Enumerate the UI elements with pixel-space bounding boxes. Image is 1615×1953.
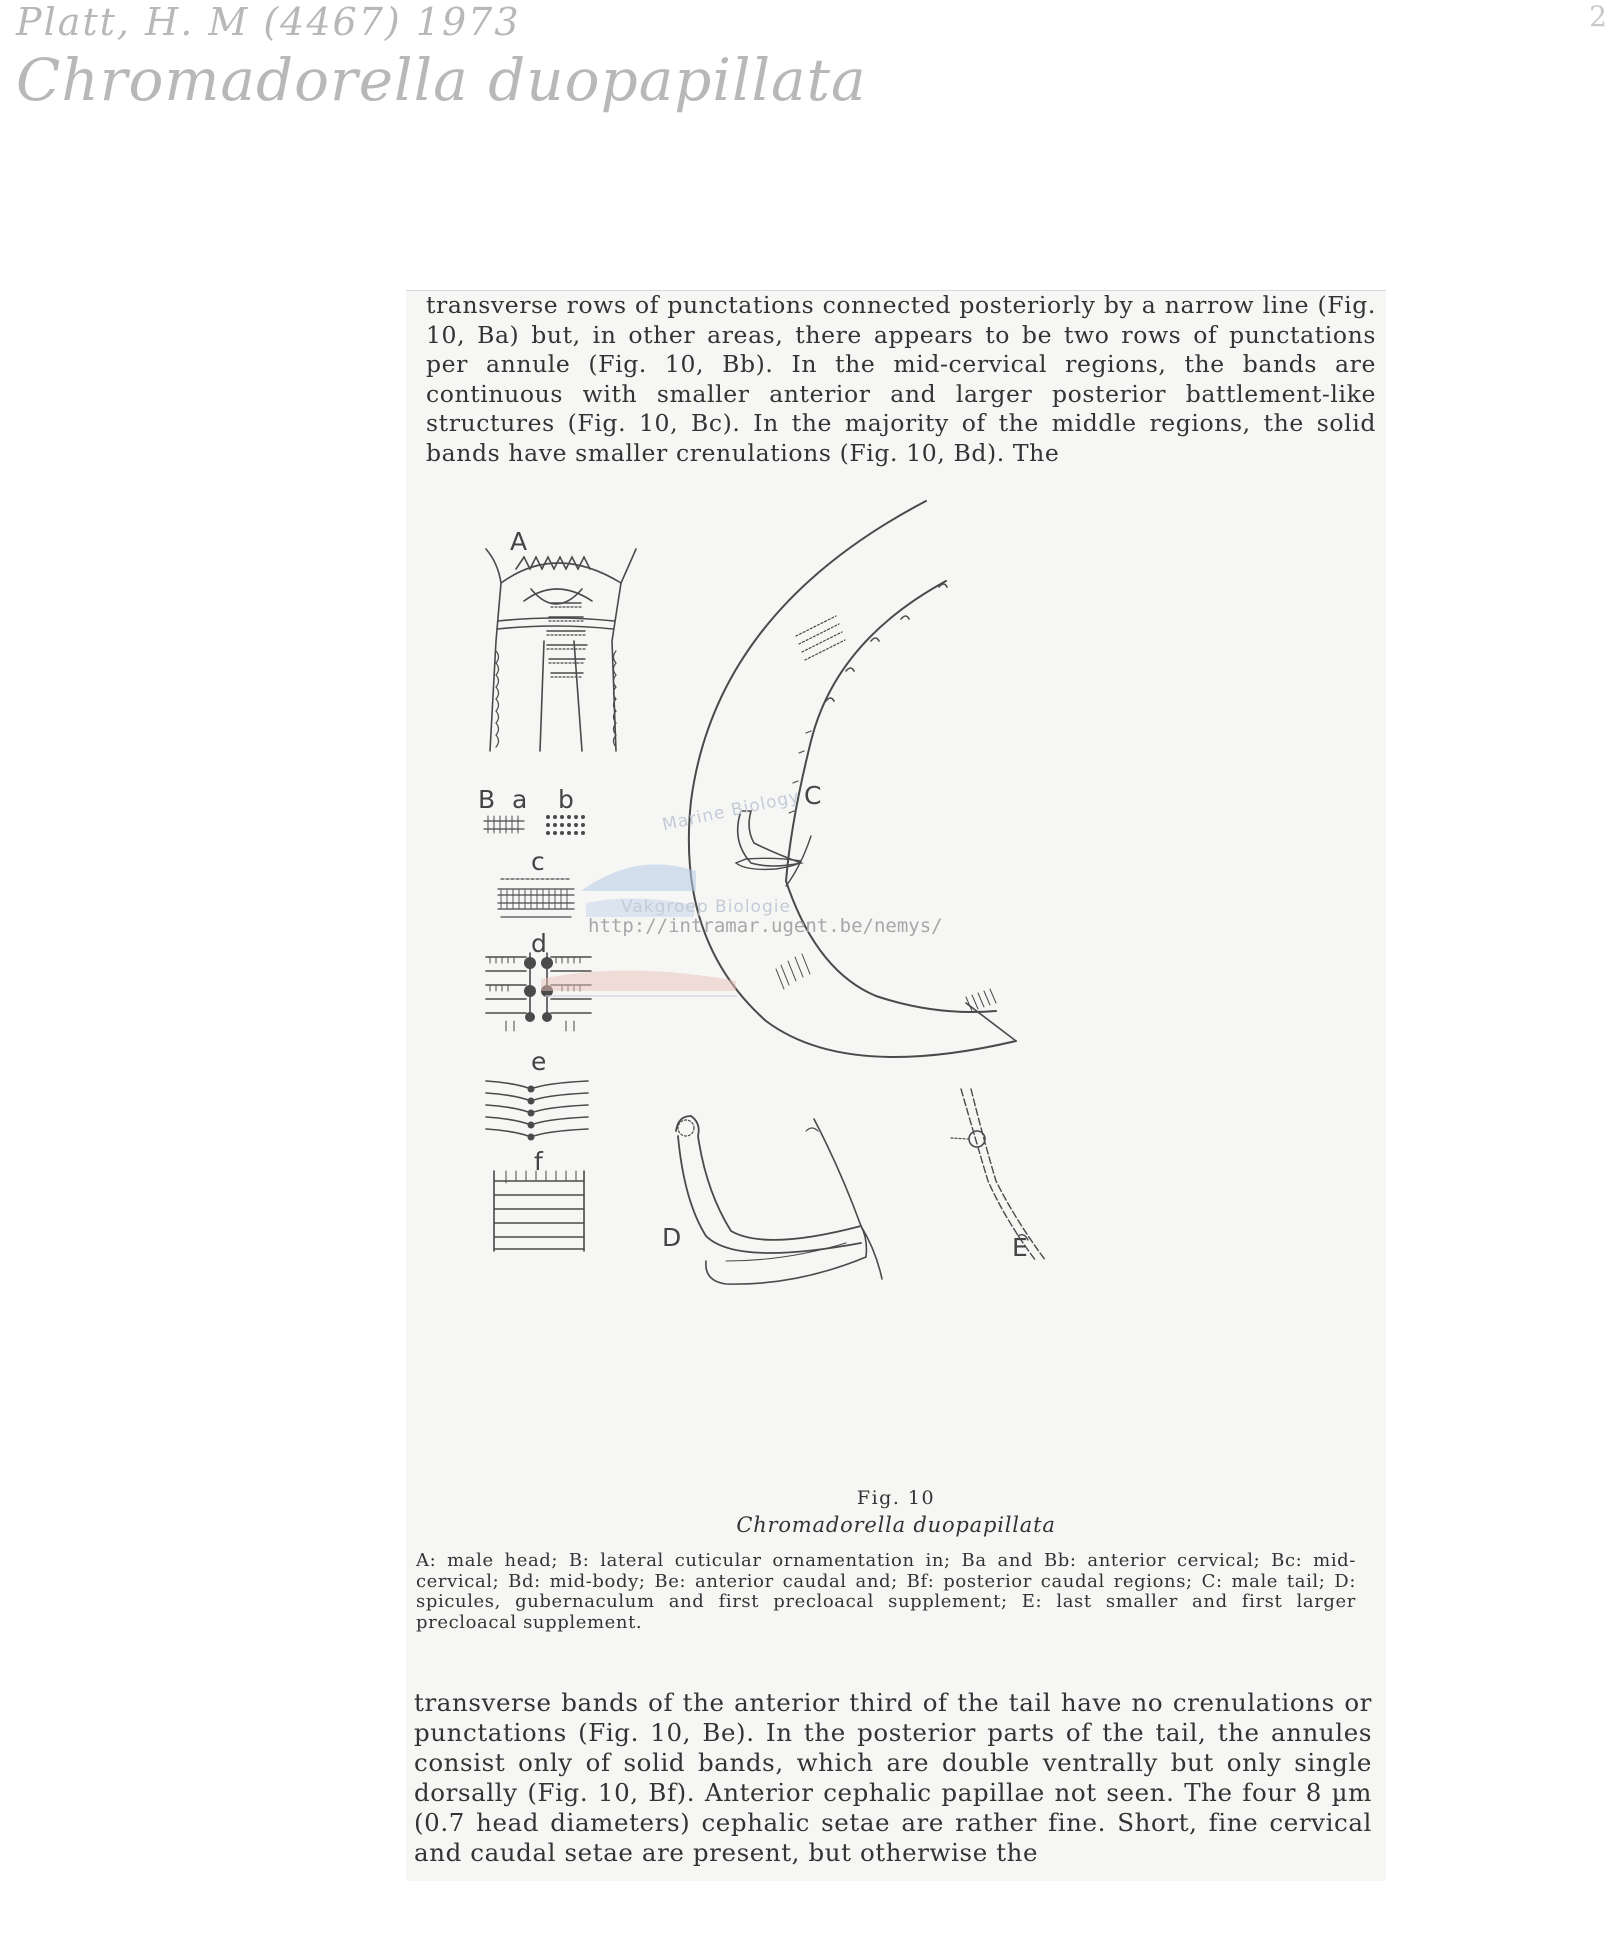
handwritten-citation: Platt, H. M (4467) 1973 [16,0,521,44]
label-bf: f [534,1147,543,1176]
label-a-head: A [510,527,528,556]
drawing-bf-posterior-caudal [494,1171,584,1251]
watermark-logo-top-text: Marine Biology [660,786,802,836]
corner-page-mark: 2 [1589,0,1607,33]
body-paragraph-top: transverse rows of punctations connected posteriorly by a narrow line (Fig. 10, Ba) but, in other areas, there appears to be two rows of punctations per annule (Fig. 10, Bb). In the mid-cervical regions, the bands are continuous with smaller anterior and larger posterior battlement-like structures (Fig. 10, Bc). In the majority of the middle regions, the solid bands have smaller crenulations (Fig. 10, Bd). The [426,291,1376,467]
drawing-e-supplements [951,1089,1046,1261]
watermark-url: http://intramar.ugent.be/nemys/ [588,915,943,937]
label-bb: b [558,785,574,814]
drawing-c-male-tail [689,501,1016,1057]
label-be: e [531,1047,547,1076]
label-bc: c [531,847,545,876]
figure-10 [406,491,1386,1491]
drawing-d-spicules [676,1116,882,1284]
figure-drawing [406,491,1386,1491]
body-paragraph-bottom: transverse bands of the anterior third of the tail have no crenulations or punctations (Fig. 10, Be). In the posterior parts of the tail, the annules consist only of solid bands, which are double ventrally but only single dorsally (Fig. 10, Bf). Anterior cephalic papillae not seen. The four 8 µm (0.7 head diameters) cephalic setae are rather fine. Short, fine cervical and caudal setae are present, but otherwise the [414,1688,1372,1867]
label-e-supplements: E [1012,1233,1028,1262]
scanned-page [406,290,1386,1881]
figure-caption-species: Chromadorella duopapillata [736,1513,1056,1537]
label-d-spicules: D [662,1223,682,1252]
drawing-a-male-head [486,549,636,751]
figure-caption-title: Fig. 10 [856,1487,936,1509]
label-c-tail: C [804,781,822,810]
drawing-be-anterior-caudal [486,1081,588,1141]
drawing-bc-battlements [498,879,574,917]
figure-caption-body: A: male head; B: lateral cuticular ornamentation in; Ba and Bb: anterior cervical; Bc: mid-cervical; Bd: mid-body; Be: anterior caudal and; Bf: posterior caudal regions; C: male tail; D: spicules, gubernaculum and first precloacal supplement; E: last smaller and first larger precloacal supplement. [416,1550,1356,1633]
drawing-ba-bb-punctations [484,815,585,835]
label-ba: a [512,785,528,814]
label-bd: d [531,929,547,958]
drawing-bd-midbody [486,953,591,1031]
watermark-logo-bottom-text: Vakgroep Biologie [621,897,791,917]
handwritten-species-name: Chromadorella duopapillata [16,46,867,114]
label-b: B [478,785,496,814]
